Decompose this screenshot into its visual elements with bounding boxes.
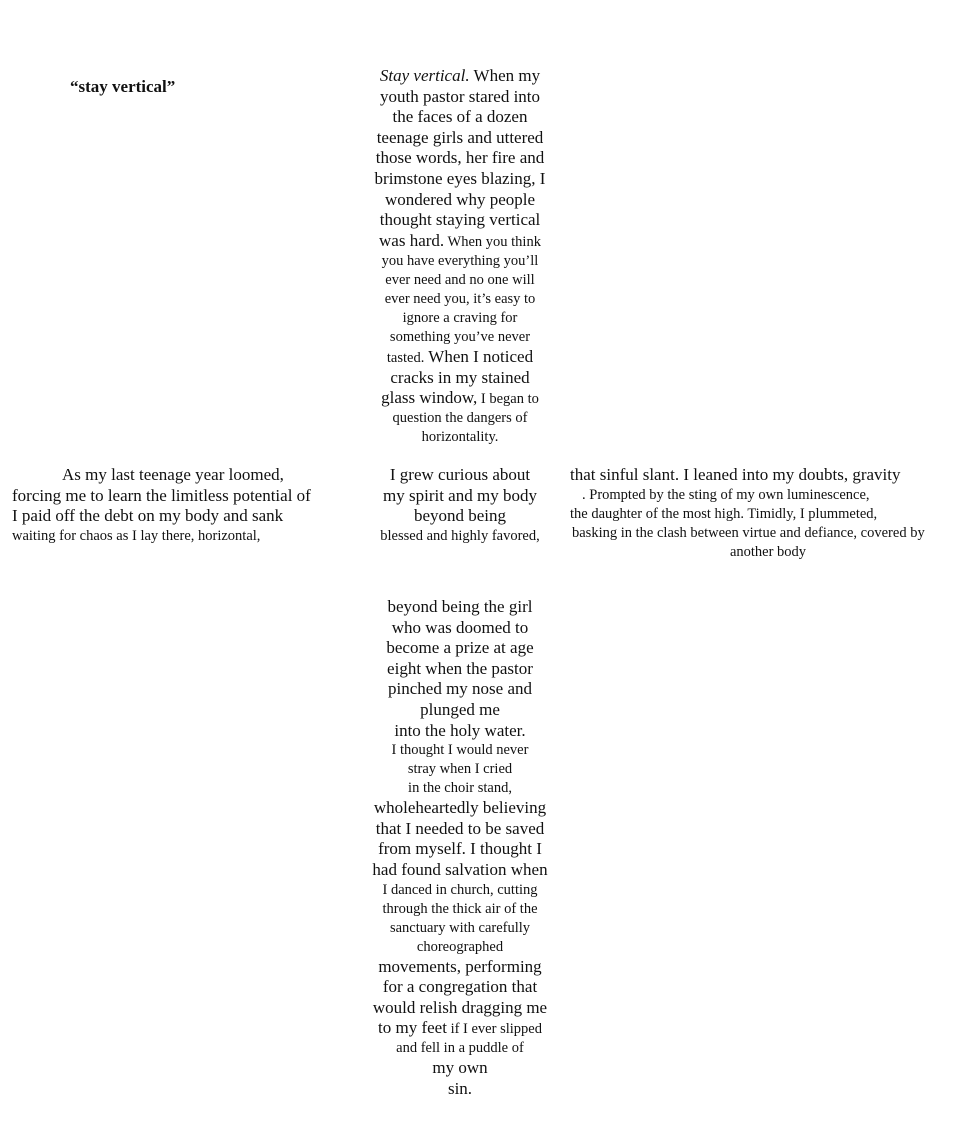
stanza-line: I grew curious about xyxy=(389,465,531,484)
stanza-line: was hard. When you think xyxy=(379,230,541,250)
right-stanza xyxy=(566,465,976,562)
stanza-line: pinched my nose and xyxy=(388,679,532,699)
stanza-line: sin. xyxy=(447,1078,473,1098)
stanza-line: those words, her fire and xyxy=(375,148,545,168)
stanza-line: plunged me xyxy=(420,699,500,719)
stanza-line: who was doomed to xyxy=(391,617,529,637)
stanza-line: to my feet if I ever slipped xyxy=(378,1018,542,1038)
italic-phrase: Stay vertical. xyxy=(379,66,470,85)
stanza-line: glass window, I began to xyxy=(381,388,539,408)
stanza-line: wondered why people xyxy=(384,189,536,209)
stanza-line: teenage girls and uttered xyxy=(376,127,544,147)
stanza-line: beyond being the girl xyxy=(387,597,533,616)
stanza-line: sanctuary with carefully xyxy=(389,919,531,936)
stanza-line: into the holy water. xyxy=(394,720,526,740)
stanza-line: forcing me to learn the limitless potential of xyxy=(12,485,311,505)
stanza-line: question the dangers of xyxy=(392,410,528,427)
stanza-line: had found salvation when xyxy=(372,859,548,879)
stanza-line: for a congregation that xyxy=(382,977,538,997)
stanza-line: I thought I would never xyxy=(391,742,529,759)
stanza-line: something you’ve never xyxy=(389,328,531,345)
stanza-line: tasted. When I noticed xyxy=(386,346,534,366)
stanza-line: movements, performing xyxy=(378,956,542,976)
stanza-line: As my last teenage year loomed, xyxy=(62,465,284,484)
stanza-line: ever need you, it’s easy to xyxy=(384,290,536,307)
stanza-line: beyond being xyxy=(413,506,507,526)
stanza-line: stray when I cried xyxy=(407,761,513,778)
stanza-line: the faces of a dozen xyxy=(392,107,528,127)
stanza-line: my own xyxy=(432,1058,488,1078)
top-stanza xyxy=(360,66,560,447)
poem-title: “stay vertical” xyxy=(70,77,176,97)
stanza-line: . Prompted by the sting of my own luminescence, xyxy=(582,486,870,503)
stanza-line: waiting for chaos as I lay there, horizontal, xyxy=(12,527,261,544)
stanza-line: would relish dragging me xyxy=(372,997,548,1017)
stanza-line: cracks in my stained xyxy=(390,367,530,387)
middle-stanza xyxy=(360,465,560,546)
stanza-line: ever need and no one will xyxy=(385,271,535,288)
bottom-stanza xyxy=(360,597,560,1100)
stanza-line: that I needed to be saved xyxy=(375,818,545,838)
left-stanza xyxy=(8,465,338,546)
stanza-line: through the thick air of the xyxy=(382,900,538,917)
stanza-line: another body xyxy=(729,543,807,560)
stanza-line: wholeheartedly believing xyxy=(373,798,547,818)
stanza-line: become a prize at age xyxy=(386,638,534,658)
stanza-line: I danced in church, cutting xyxy=(382,881,538,898)
stanza-line: I paid off the debt on my body and sank xyxy=(12,506,284,526)
stanza-line: that sinful slant. I leaned into my doubts, gravity xyxy=(570,465,901,484)
stanza-line: you have everything you’ll xyxy=(381,252,539,269)
stanza-line: in the choir stand, xyxy=(408,780,512,797)
stanza-line: my spirit and my body xyxy=(383,485,537,505)
stanza-line: horizontality. xyxy=(421,429,499,446)
stanza-line: basking in the clash between virtue and defiance, covered by xyxy=(572,524,925,541)
stanza-line: ignore a craving for xyxy=(402,309,518,326)
stanza-line: eight when the pastor xyxy=(387,658,533,678)
stanza-line: youth pastor stared into xyxy=(379,86,541,106)
stanza-line: blessed and highly favored, xyxy=(380,527,540,544)
stanza-line: Stay vertical. When my xyxy=(379,66,541,85)
stanza-line: choreographed xyxy=(416,938,504,955)
stanza-line: brimstone eyes blazing, I xyxy=(374,168,546,188)
stanza-line: from myself. I thought I xyxy=(378,839,542,859)
stanza-line: thought staying vertical xyxy=(379,210,541,230)
stanza-line: and fell in a puddle of xyxy=(396,1040,524,1057)
stanza-line: the daughter of the most high. Timidly, I plummeted, xyxy=(570,505,878,522)
